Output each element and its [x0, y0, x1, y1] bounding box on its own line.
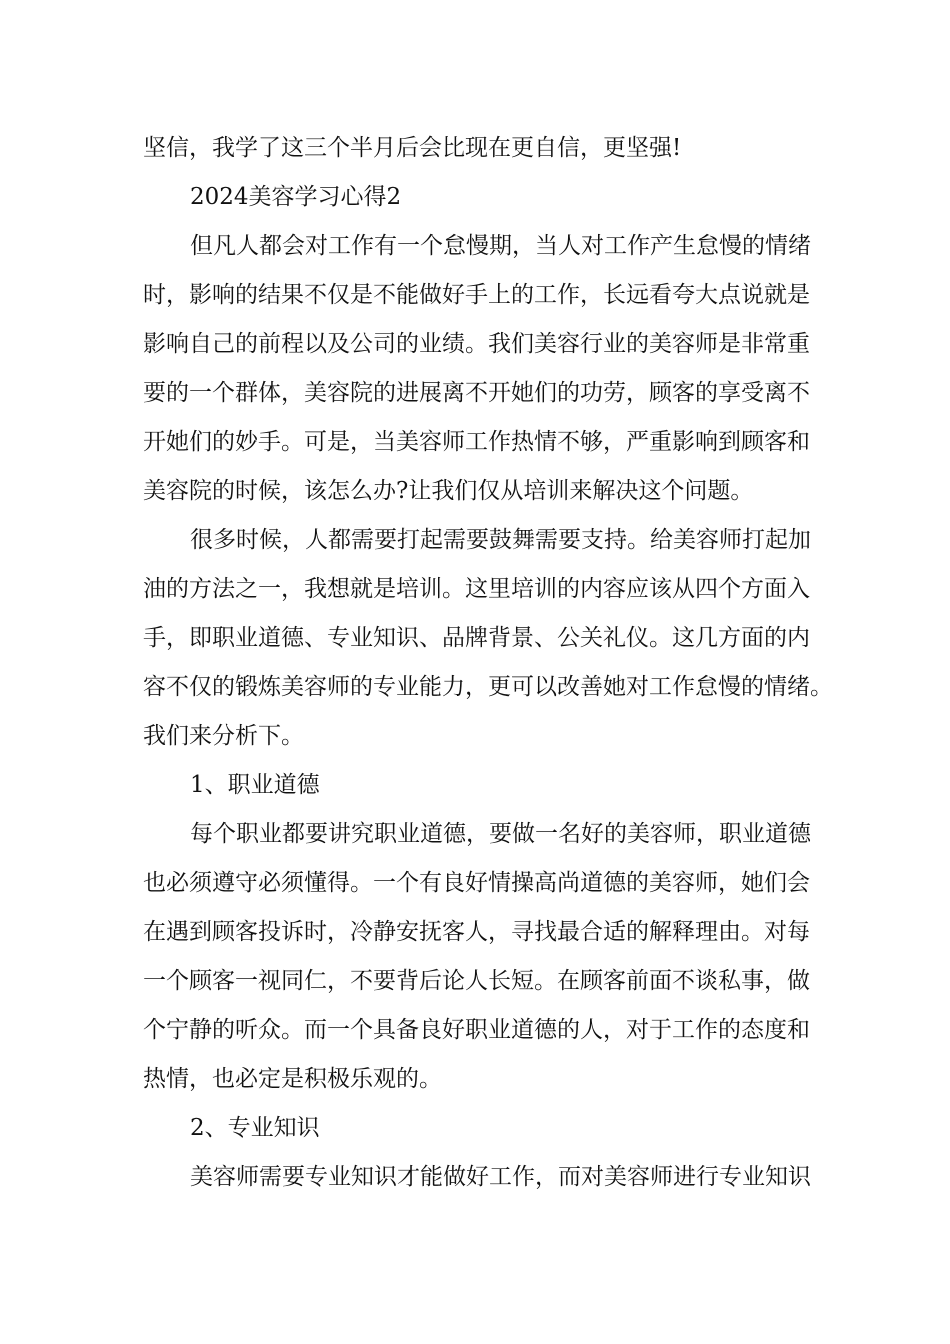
text-line-7: 开她们的妙手。可是，当美容师工作热情不够，严重影响到顾客和 — [143, 429, 810, 455]
text-line-20: 热情，也必定是积极乐观的。 — [143, 1066, 442, 1092]
section-heading-professional-knowledge: 2、专业知识 — [190, 1115, 320, 1141]
text-line-4: 时，影响的结果不仅是不能做好手上的工作，长远看夸大点说就是 — [143, 282, 810, 308]
text-line-5: 影响自己的前程以及公司的业绩。我们美容行业的美容师是非常重 — [143, 331, 810, 357]
text-line-8: 美容院的时候，该怎么办?让我们仅从培训来解决这个问题。 — [143, 478, 754, 504]
text-line-15: 每个职业都要讲究职业道德，要做一名好的美容师，职业道德 — [190, 821, 811, 847]
text-line-19: 个宁静的听众。而一个具备良好职业道德的人，对于工作的态度和 — [143, 1017, 810, 1043]
section-heading-professional-ethics: 1、职业道德 — [190, 772, 320, 798]
text-line-16: 也必须遵守必须懂得。一个有良好情操高尚道德的美容师，她们会 — [143, 870, 810, 896]
text-line-6: 要的一个群体，美容院的进展离不开她们的功劳，顾客的享受离不 — [143, 380, 810, 406]
text-line-17: 在遇到顾客投诉时，冷静安抚客人，寻找最合适的解释理由。对每 — [143, 919, 810, 945]
text-line-3: 但凡人都会对工作有一个怠慢期，当人对工作产生怠慢的情绪 — [190, 233, 811, 259]
text-line-18: 一个顾客一视同仁，不要背后论人长短。在顾客前面不谈私事，做 — [143, 968, 810, 994]
section-heading-2024: 2024美容学习心得2 — [190, 184, 402, 210]
text-line-10: 油的方法之一，我想就是培训。这里培训的内容应该从四个方面入 — [143, 576, 810, 602]
text-line-13: 我们来分析下。 — [143, 723, 304, 749]
text-line-12: 容不仅的锻炼美容师的专业能力，更可以改善她对工作怠慢的情绪。 — [143, 674, 833, 700]
text-line-11: 手，即职业道德、专业知识、品牌背景、公关礼仪。这几方面的内 — [143, 625, 810, 651]
document-body — [143, 124, 833, 1202]
text-line-1: 坚信，我学了这三个半月后会比现在更自信，更坚强! — [143, 135, 682, 161]
text-line-9: 很多时候，人都需要打起需要鼓舞需要支持。给美容师打起加 — [190, 527, 811, 553]
text-line-22: 美容师需要专业知识才能做好工作，而对美容师进行专业知识 — [190, 1164, 811, 1190]
